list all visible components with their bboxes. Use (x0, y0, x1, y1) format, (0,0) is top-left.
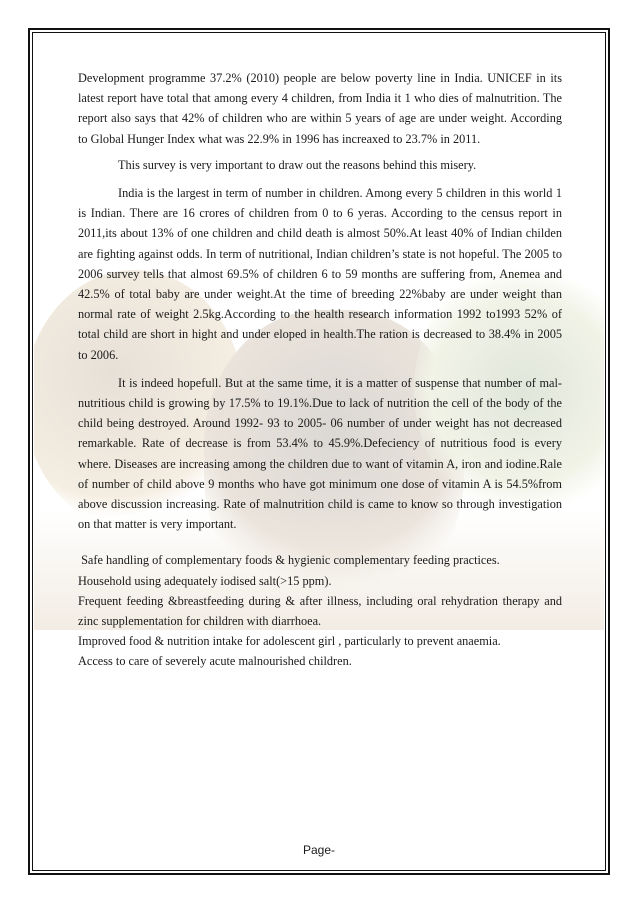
list-item: Household using adequately iodised salt(>15 ppm). (78, 573, 332, 588)
paragraph-2: This survey is very important to draw out the reasons behind this misery. (118, 157, 477, 172)
list-item: Improved food & nutrition intake for adolescent girl , particularly to prevent anaemia. (78, 634, 501, 649)
paragraph-3: India is the largest in term of number in children. Among every 5 children in this world 1 is Indian. There are 16 crores of children from 0 to 6 yeras. According to the census report in 2011,its about 13% of one children and child death is almost 50%.At least 40% of Indian childen are fighting against odds. In term of nutritional, Indian children’s state is not hopeful. The 2005 to 2006 survey tells that almost 69.5% of children 6 to 59 months are suffering from, Anemea and 42.5% of total baby are under weight.At the time of breeding 22%baby are under weight than normal rate of weight 2.5kg.According to the health research information 1992 to1993 52% of total child are short in hight and under eloped in health.The ration is decreased to 38.4% in 2005 to 2006. (78, 186, 562, 362)
list-item: Safe handling of complementary foods & hygienic complementary feeding practices. (78, 553, 500, 568)
paragraph-1: Development programme 37.2% (2010) people are below poverty line in India. UNICEF in its latest report have total that among every 4 children, from India it 1 who dies of malnutrition. The report also says that 42% of children who are within 5 years of age are under weight. According to Global Hunger Index what was 22.9% in 1996 has increaxed to 23.7% in 2011. (78, 71, 562, 146)
list-item: Access to care of severely acute malnourished children. (78, 654, 352, 669)
list-item: Frequent feeding &breastfeeding during & after illness, including oral rehydration therapy and zinc supplementation for children with diarrhoea. (78, 593, 562, 629)
paragraph-4: It is indeed hopefull. But at the same time, it is a matter of suspense that number of mal-nutritious child is growing by 17.5% to 19.1%.Due to lack of nutrition the cell of the body of the child being destroyed. Around 1992- 93 to 2005- 06 number of under weight has not decreased remarkable. Rate of decrease is from 53.4% to 45.9%.Defeciency of nutritious food is every where. Diseases are increasing among the children due to want of vitamin A, iron and iodine.Rale of number of child above 9 months who have got minimum one dose of vitamin A is 54.5%from above discussion increasing. Rate of malnutrition child is came to know so through investigation on that matter is very important. (78, 375, 562, 532)
page-footer: Page- (302, 843, 336, 857)
document-body (78, 68, 562, 672)
